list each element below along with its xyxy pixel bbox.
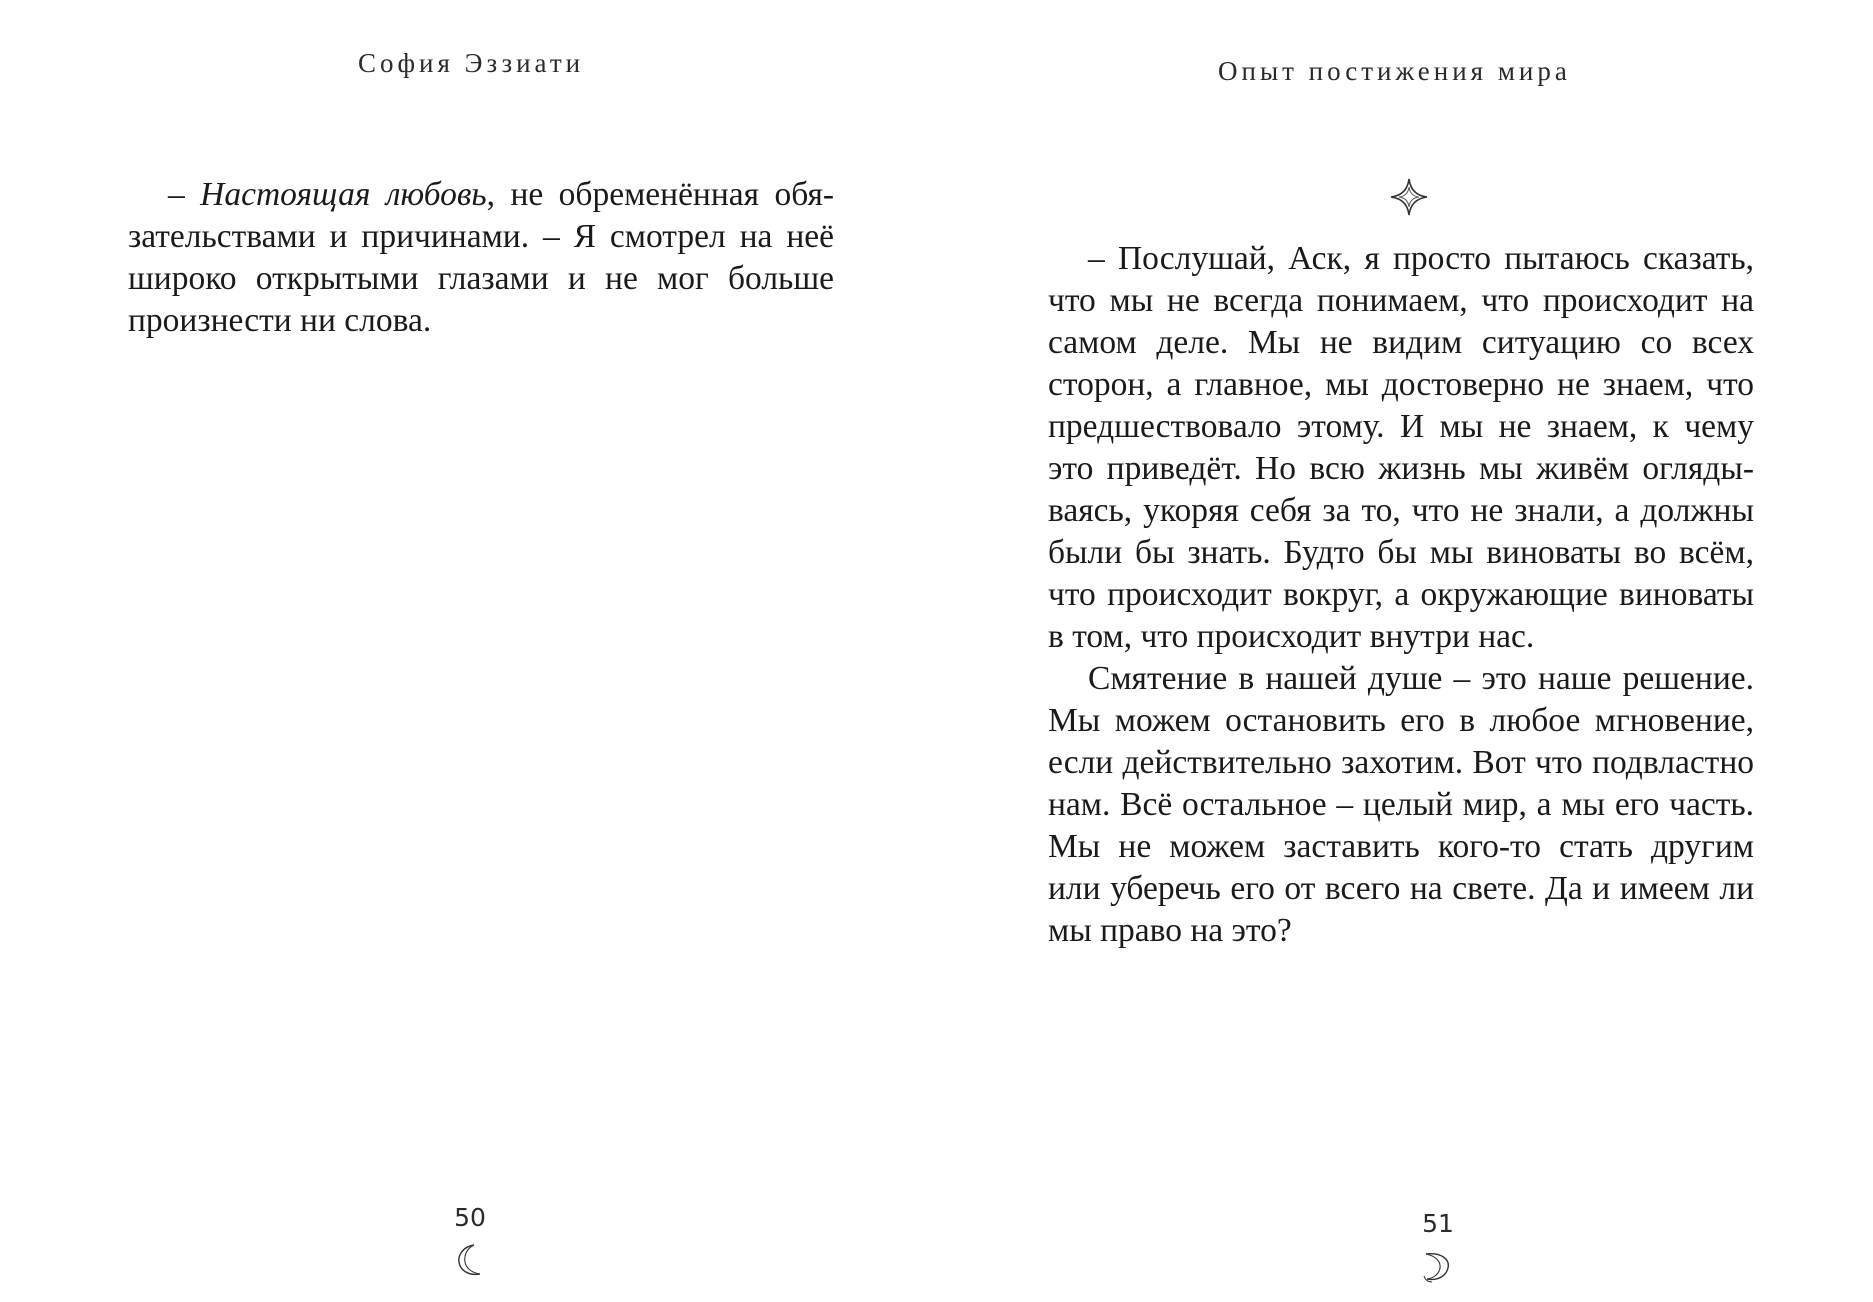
paragraph-text: зательствами и причинами. – Я смотрел на неё широко открытыми глазами и не мог больше произнести ни слова. — [128, 218, 834, 339]
running-head-title: Опыт постижения мира — [1218, 56, 1571, 86]
italic-phrase: Настоящая любовь — [200, 176, 487, 213]
left-text-block — [128, 174, 834, 342]
page-number: 51 — [1422, 1209, 1454, 1238]
left-page — [0, 0, 936, 1302]
right-text-block — [1048, 238, 1754, 952]
four-point-star-icon — [1387, 175, 1431, 219]
paragraph: – Послушай, Аск, я просто пытаюсь сказать, что мы не всегда понимаем, что происходит на самом деле. Мы не видим ситуацию со всех сторон, а главное, мы достоверно не знаем, что предшествовало этому. И мы не знаем, к чему это приведёт. Но всю жизнь мы живём оглядываясь, укоряя себя за то, что не знали, а должны были бы знать. Будто бы мы виноваты во всём, что происходит вокруг, а окружающие виноваты в том, что происходит внутри нас. — [1048, 240, 1754, 655]
crescent-moon-icon — [450, 1240, 490, 1280]
page-number: 50 — [454, 1203, 486, 1232]
running-head-author: София Эззиати — [358, 48, 585, 78]
paragraph-text: , не обременённая обя — [486, 176, 835, 213]
paragraph — [128, 174, 834, 342]
crescent-moon-icon — [1418, 1246, 1458, 1286]
paragraph: Смятение в нашей душе – это наше решение. Мы можем остановить его в любое мгновение, если действительно захотим. Вот что подвластно нам. Всё остальное – целый мир, а мы его часть. Мы не можем заставить кого-то стать другим или уберечь его от всего на свете. Да и имеем ли мы право на это? — [1048, 660, 1754, 949]
right-page — [936, 0, 1873, 1302]
dash: – — [168, 176, 201, 213]
